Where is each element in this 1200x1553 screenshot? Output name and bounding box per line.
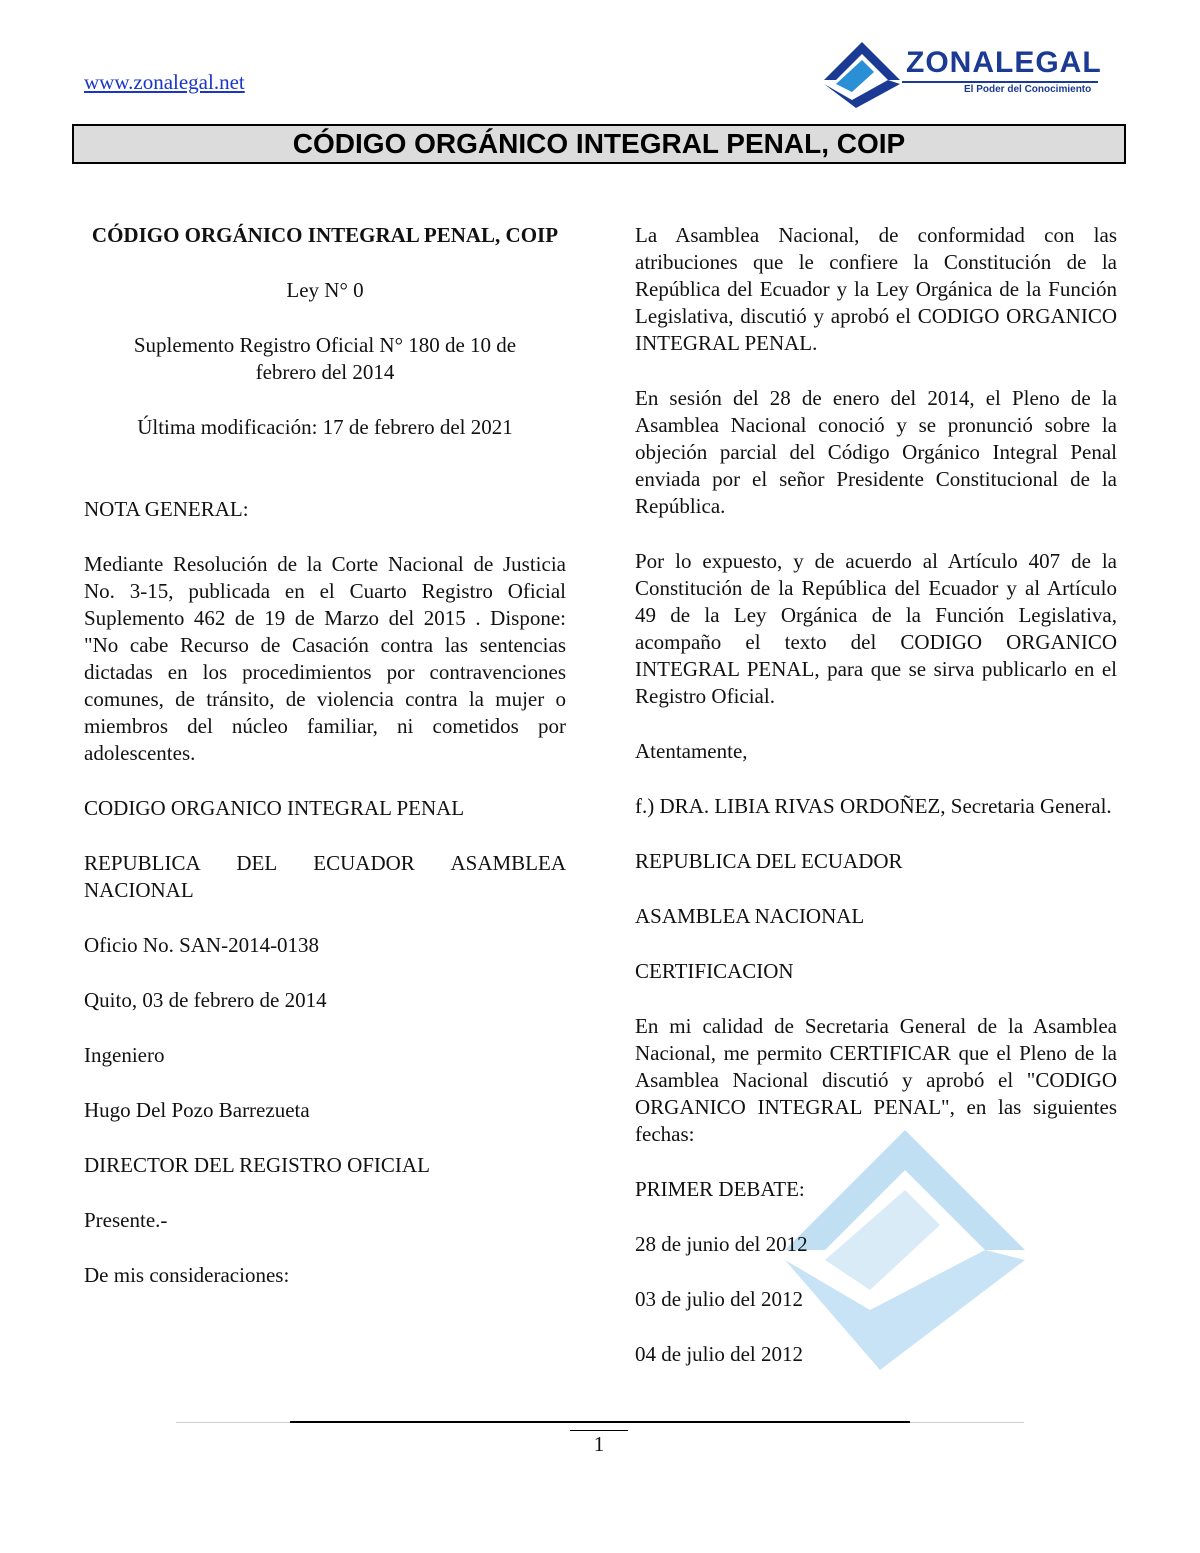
doc-title: CÓDIGO ORGÁNICO INTEGRAL PENAL, COIP (91, 223, 559, 247)
asamblea-heading: ASAMBLEA NACIONAL (635, 904, 865, 928)
ingeniero: Ingeniero (84, 1043, 165, 1067)
site-link[interactable]: www.zonalegal.net (84, 70, 245, 94)
nota-heading: NOTA GENERAL: (84, 497, 249, 521)
zonalegal-logo (822, 40, 1112, 110)
ley-number: Ley N° 0 (286, 278, 364, 302)
left-column (84, 222, 566, 1317)
republica-asamblea: REPUBLICA DEL ECUADOR ASAMBLEA NACIONAL (84, 851, 566, 902)
paragraph-asamblea: La Asamblea Nacional, de conformidad con las atribuciones que le confiere la Constitución de la República del Ecuador y la Ley Orgánica de la Función Legislativa, discutió y aprobó el CODIGO ORGANICO INTEGRAL PENAL. (635, 223, 1117, 355)
atentamente: Atentamente, (635, 739, 748, 763)
primer-debate: PRIMER DEBATE: (635, 1177, 805, 1201)
fecha-3: 04 de julio del 2012 (635, 1342, 803, 1366)
logo-divider (902, 81, 1098, 83)
consideraciones: De mis consideraciones: (84, 1263, 290, 1287)
logo-mark-icon (822, 40, 902, 110)
paragraph-sesion: En sesión del 28 de enero del 2014, el Pleno de la Asamblea Nacional conoció y se pronunció sobre la objeción parcial del Código Orgánico Integral Penal enviada por el señor Presidente Constitucional de la República. (635, 386, 1117, 518)
paragraph-expuesto: Por lo expuesto, y de acuerdo al Artículo 407 de la Constitución de la República del Ecuador y al Artículo 49 de la Ley Orgánica de la Función Legislativa, acompaño el texto del CODIGO ORGANICO INTEGRAL PENAL, para que se sirva publicarlo en el Registro Oficial. (635, 549, 1117, 708)
fecha-2: 03 de julio del 2012 (635, 1287, 803, 1311)
presente: Presente.- (84, 1208, 168, 1232)
banner-title: CÓDIGO ORGÁNICO INTEGRAL PENAL, COIP (292, 128, 906, 159)
title-banner (72, 124, 1126, 164)
paragraph-certificar: En mi calidad de Secretaria General de la Asamblea Nacional, me permito CERTIFICAR que el Pleno de la Asamblea Nacional discutió y aprobó el "CODIGO ORGANICO INTEGRAL PENAL", en las siguientes fechas: (635, 1014, 1117, 1146)
certificacion-heading: CERTIFICACION (635, 959, 794, 983)
nota-body: Mediante Resolución de la Corte Nacional de Justicia No. 3-15, publicada en el Cuarto Registro Oficial Suplemento 462 de 19 de Marzo del 2015 . Dispone: "No cabe Recurso de Casación contra las sentencias dictadas en los procedimientos por contravenciones comunes, de tránsito, de violencia contra la mujer o miembros del núcleo familiar, ni cometidos por adolescentes. (84, 552, 566, 765)
republica-heading: REPUBLICA DEL ECUADOR (635, 849, 903, 873)
quito-date: Quito, 03 de febrero de 2014 (84, 988, 327, 1012)
page-number: 1 (593, 1432, 605, 1456)
recipient-name: Hugo Del Pozo Barrezueta (84, 1098, 310, 1122)
logo-name: ZONALEGAL (906, 46, 1102, 79)
page-number-rule (570, 1430, 628, 1431)
suplemento-registro: Suplemento Registro Oficial N° 180 de 10 de febrero del 2014 (133, 333, 517, 384)
director-title: DIRECTOR DEL REGISTRO OFICIAL (84, 1153, 430, 1177)
codigo-heading: CODIGO ORGANICO INTEGRAL PENAL (84, 796, 465, 820)
fecha-1: 28 de junio del 2012 (635, 1232, 808, 1256)
firma: f.) DRA. LIBIA RIVAS ORDOÑEZ, Secretaria General. (635, 794, 1112, 818)
oficio-number: Oficio No. SAN-2014-0138 (84, 933, 320, 957)
ultima-modificacion: Última modificación: 17 de febrero del 2021 (137, 415, 513, 439)
footer-rule (290, 1421, 910, 1423)
right-column (635, 222, 1117, 1396)
logo-tagline: El Poder del Conocimiento (964, 84, 1092, 95)
